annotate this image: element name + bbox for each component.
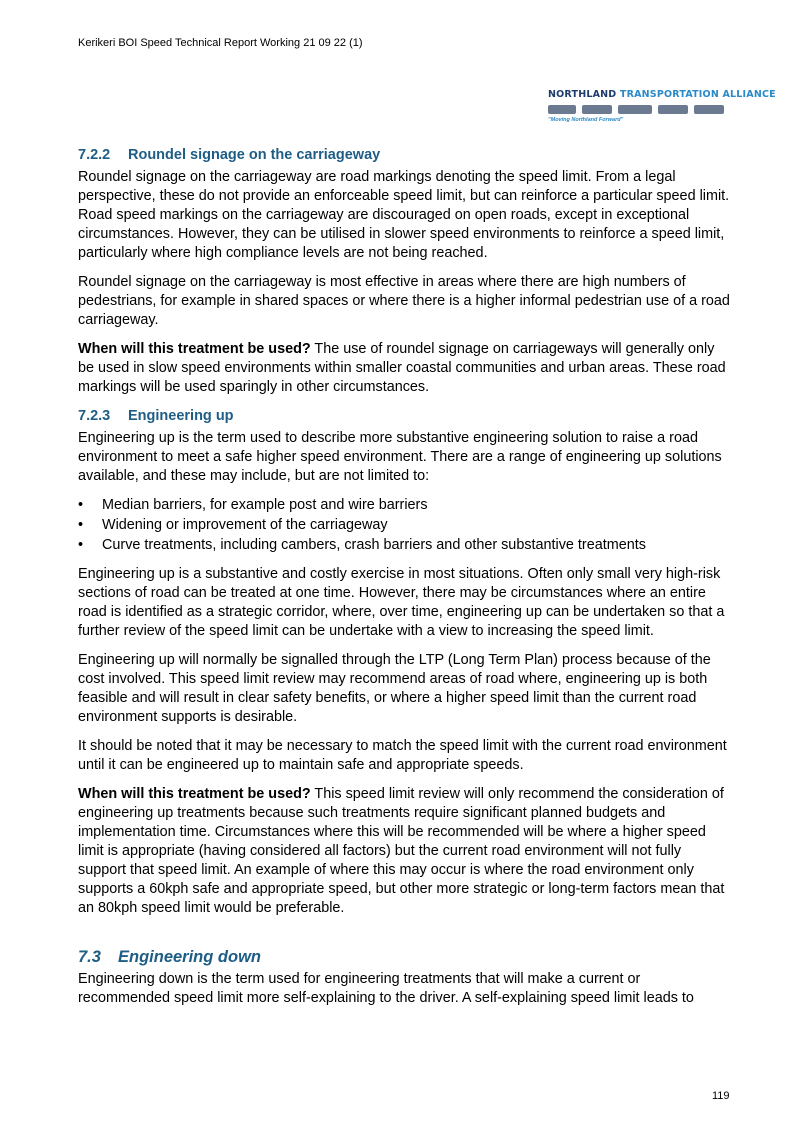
section-7-2-3-heading [78,407,730,426]
logo-title-part2: TRANSPORTATION ALLIANCE [619,89,776,100]
paragraph [78,785,730,918]
section-title: Engineering up [128,408,234,424]
paragraph: Roundel signage on the carriageway is most effective in areas where there are high numbers of pedestrians, for example in shared spaces or where there is a higher informal pedestrian use of a road carriageway. [78,274,730,328]
far-north-council-logo-icon [548,105,576,114]
kaipara-council-logo-icon [582,105,612,114]
list-item-text: Curve treatments, including cambers, crash barriers and other substantive treatments [102,537,646,553]
partner-logos-strip [548,103,728,115]
paragraph: Engineering up will normally be signalled through the LTP (Long Term Plan) process because of the cost involved. This speed limit review may recommend areas of road where, engineering up is both feasible and will result in clear safety benefits, or where a higher speed limit than the current road environment supports is desirable. [78,652,711,725]
paragraph-lead: When will this treatment be used? [78,341,311,357]
bullet-list [78,496,730,555]
paragraph [78,340,730,397]
section-title: Engineering down [118,948,261,966]
page-number: 119 [712,1090,730,1102]
bullet-icon: • [78,497,84,513]
section-number: 7.2.2 [78,147,111,163]
paragraph-text: This speed limit review will only recommend the consideration of engineering up treatments because such treatments require significant planned budgets and implementation time. Circumstances where this will be recommended will be where a higher speed limit is appropriate (having considered all factors) but the current road environment will not fully support that speed limit. An example of where this may occur is where the road environment only supports a 60kph safe and appropriate speed, but other more strategic or long-term factors mean that an 80kph speed limit would be preferable. [78,786,725,916]
list-item [78,536,730,555]
paragraph: Engineering up is a substantive and costly exercise in most situations. Often only small very high-risk sections of road can be treated at one time. However, there may be circumstances where an entire road is identified as a strategic corridor, where, over time, engineering up can be undertaken so that a further review of the speed limit can be undertake with a view to increasing the speed limit. [78,566,725,639]
section-7-2-2-heading [78,146,730,165]
northland-transportation-alliance-logo [548,89,776,123]
paragraph-lead: When will this treatment be used? [78,786,311,802]
paragraph: Engineering up is the term used to describe more substantive engineering solution to raise a road environment to meet a safe higher speed environment. There are a range of engineering up solutions available, and these may include, but are not limited to: [78,430,722,484]
section-7-3-heading [78,946,730,968]
bullet-icon: • [78,537,84,553]
list-item-text: Widening or improvement of the carriageway [102,517,388,533]
paragraph: It should be noted that it may be necessary to match the speed limit with the current road environment until it can be engineered up to maintain safe and appropriate speeds. [78,738,727,773]
logo-title [548,89,776,100]
whangarei-council-logo-icon [618,105,652,114]
logo-title-part1: NORTHLAND [548,89,617,100]
paragraph: Engineering down is the term used for engineering treatments that will make a current or recommended speed limit more self-explaining to the driver. A self-explaining speed limit leads to [78,971,694,1006]
logo-tagline: "Moving Northland Forward" [548,117,624,123]
section-title: Roundel signage on the carriageway [128,147,381,163]
list-item [78,496,730,515]
section-number: 7.2.3 [78,408,111,424]
list-item-text: Median barriers, for example post and wire barriers [102,497,428,513]
list-item [78,516,730,535]
nz-transport-agency-logo-icon [694,105,724,114]
paragraph-text: The use of roundel signage on carriageways will generally only be used in slow speed environments within smaller coastal communities and urban areas. These road markings will be used sparingly in other circumstances. [78,341,726,395]
northland-regional-council-logo-icon [658,105,688,114]
bullet-icon: • [78,517,84,533]
paragraph: Roundel signage on the carriageway are road markings denoting the speed limit. From a legal perspective, these do not provide an enforceable speed limit, but can reinforce a particular speed limit. Road speed markings on the carriageway are discouraged on open roads, except in exceptional circumstances. However, they can be utilised in slower speed environments to reinforce a speed limit, particularly where high compliance levels are not being reached. [78,169,730,261]
section-number: 7.3 [78,948,101,966]
page-header: Kerikeri BOI Speed Technical Report Working 21 09 22 (1) [78,37,363,49]
document-body [78,146,730,1018]
